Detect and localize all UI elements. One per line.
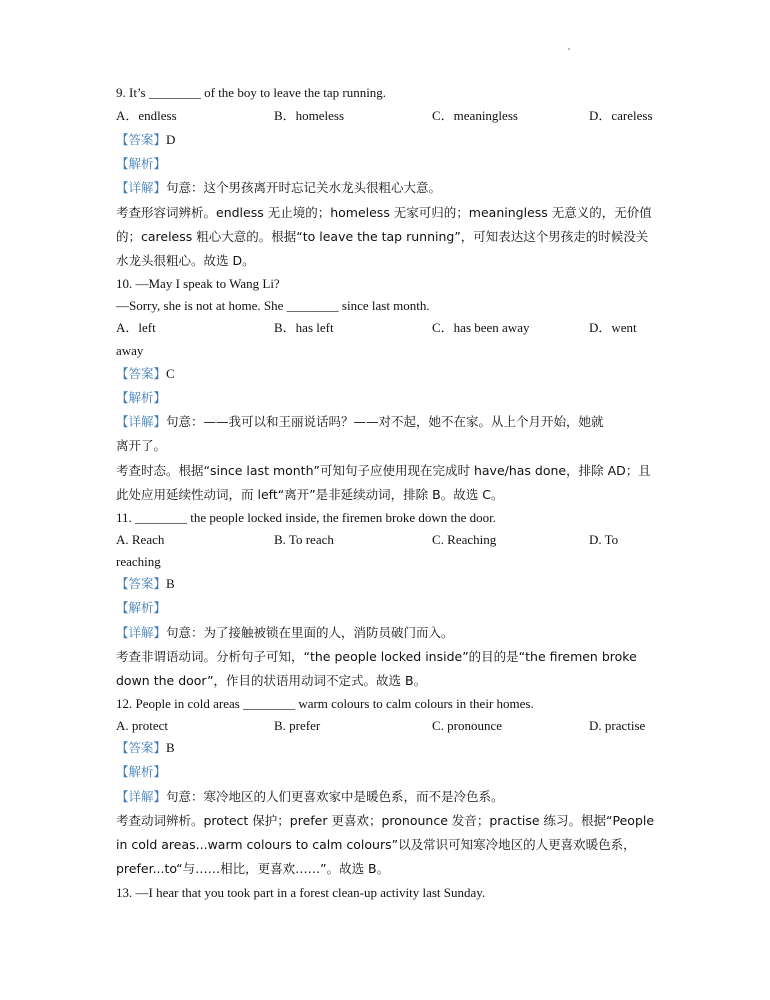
question-10-stem: 10. —May I speak to Wang Li? bbox=[116, 276, 280, 291]
q11-option-b: B. To reach bbox=[274, 532, 334, 547]
q9-answer-value: D bbox=[166, 132, 176, 147]
q11-option-wrap: reaching bbox=[116, 554, 161, 569]
question-13-stem: 13. —I hear that you took part in a forest clean-up activity last Sunday. bbox=[116, 885, 486, 900]
q12-option-a: A. protect bbox=[116, 718, 168, 733]
question-10-stem-2: —Sorry, she is not at home. She ________ since last month. bbox=[116, 298, 430, 313]
detail-label: 【详解】 bbox=[116, 180, 167, 195]
answer-label: 【答案】 bbox=[116, 740, 167, 755]
q10-explain-line-2: 此处应用延续性动词，而 left“离开”是非延续动词，排除 B。故选 C。 bbox=[116, 487, 504, 502]
question-9-stem: 9. It’s ________ of the boy to leave the tap running. bbox=[116, 85, 387, 100]
q11-option-d: D. To bbox=[589, 532, 619, 547]
q9-detail bbox=[116, 179, 441, 197]
q9-explain-line-2: 的；careless 粗心大意的。根据“to leave the tap running”，可知表达这个男孩走的时候没关 bbox=[116, 229, 649, 244]
q12-option-d: D. practise bbox=[589, 718, 646, 733]
answer-label: 【答案】 bbox=[116, 576, 167, 591]
q12-detail-text: 句意：寒冷地区的人们更喜欢家中是暖色系，而不是冷色系。 bbox=[166, 789, 504, 804]
q12-answer-value: B bbox=[166, 740, 175, 755]
detail-label: 【详解】 bbox=[116, 789, 167, 804]
q11-detail-text: 句意：为了接触被锁在里面的人，消防员破门而入。 bbox=[166, 625, 454, 640]
q11-detail bbox=[116, 624, 454, 642]
q9-detail-text: 句意：这个男孩离开时忘记关水龙头很粗心大意。 bbox=[166, 180, 442, 195]
q11-option-a: A. Reach bbox=[116, 532, 165, 547]
q11-explain-line-2: down the door”，作目的状语用动词不定式。故选 B。 bbox=[116, 673, 427, 688]
q9-explain-line-1: 考查形容词辨析。endless 无止境的；homeless 无家可归的；meaningless 无意义的，无价值 bbox=[116, 205, 652, 220]
q12-explain-line-1: 考查动词辨析。protect 保护；prefer 更喜欢；pronounce 发音；practise 练习。根据“People bbox=[116, 813, 655, 828]
q12-option-c: C. pronounce bbox=[432, 718, 503, 733]
q9-analysis-label: 【解析】 bbox=[116, 156, 167, 171]
question-12-stem: 12. People in cold areas ________ warm colours to calm colours in their homes. bbox=[116, 696, 534, 711]
q10-detail-text: 句意：——我可以和王丽说话吗？——对不起，她不在家。从上个月开始，她就 bbox=[166, 414, 604, 429]
answer-label: 【答案】 bbox=[116, 366, 167, 381]
q10-option-a: A．left bbox=[116, 320, 156, 335]
q10-detail-line-2: 离开了。 bbox=[116, 438, 167, 453]
q10-option-wrap: away bbox=[116, 343, 144, 358]
q11-analysis-label: 【解析】 bbox=[116, 600, 167, 615]
detail-label: 【详解】 bbox=[116, 414, 167, 429]
q11-option-c: C. Reaching bbox=[432, 532, 497, 547]
q12-analysis-label: 【解析】 bbox=[116, 764, 167, 779]
answer-label: 【答案】 bbox=[116, 132, 167, 147]
q12-detail bbox=[116, 788, 504, 806]
q9-option-d: D．careless bbox=[589, 108, 653, 123]
q10-option-c: C．has been away bbox=[432, 320, 530, 335]
q9-option-a: A．endless bbox=[116, 108, 177, 123]
q9-answer bbox=[116, 131, 175, 149]
q9-explain-line-3: 水龙头很粗心。故选 D。 bbox=[116, 253, 255, 268]
q10-detail bbox=[116, 413, 604, 431]
q10-answer-value: C bbox=[166, 366, 175, 381]
q9-option-c: C．meaningless bbox=[432, 108, 518, 123]
q10-explain-line-1: 考查时态。根据“since last month”可知句子应使用现在完成时 have/has done，排除 AD；且 bbox=[116, 463, 651, 478]
page-mark bbox=[568, 48, 570, 50]
q12-answer bbox=[116, 739, 175, 757]
q10-analysis-label: 【解析】 bbox=[116, 390, 167, 405]
q12-explain-line-2: in cold areas...warm colours to calm colours”以及常识可知寒冷地区的人更喜欢暖色系， bbox=[116, 837, 636, 852]
q10-option-d: D．went bbox=[589, 320, 637, 335]
detail-label: 【详解】 bbox=[116, 625, 167, 640]
question-11-stem: 11. ________ the people locked inside, the firemen broke down the door. bbox=[116, 510, 497, 525]
q9-option-b: B．homeless bbox=[274, 108, 345, 123]
q12-option-b: B. prefer bbox=[274, 718, 321, 733]
q11-answer-value: B bbox=[166, 576, 175, 591]
q10-answer bbox=[116, 365, 175, 383]
q12-explain-line-3: prefer...to“与……相比，更喜欢……”。故选 B。 bbox=[116, 861, 390, 876]
q11-explain-line-1: 考查非谓语动词。分析句子可知，“the people locked inside”的目的是“the firemen broke bbox=[116, 649, 637, 664]
q11-answer bbox=[116, 575, 175, 593]
q10-option-b: B．has left bbox=[274, 320, 334, 335]
